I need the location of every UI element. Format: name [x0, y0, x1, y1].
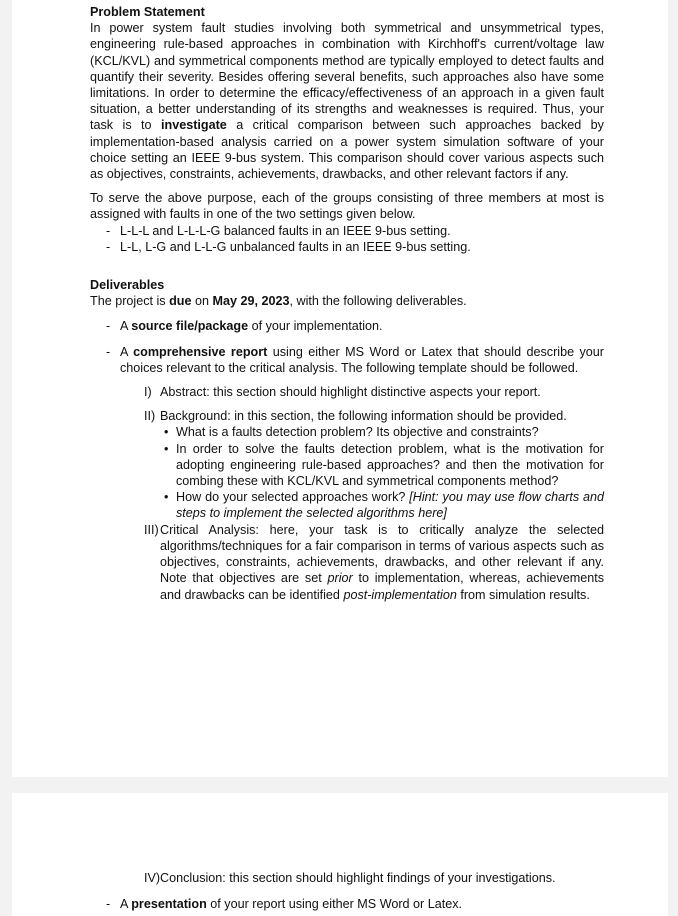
- section-abstract: [90, 384, 604, 400]
- page-1: [12, 0, 668, 777]
- intro-text-mid: on: [191, 294, 213, 309]
- section-critical-italic-1: prior: [327, 571, 353, 586]
- section-conclusion: [90, 870, 604, 886]
- section-critical-text-b: to implementation, whereas, achievements and drawbacks can be identified: [160, 571, 605, 602]
- problem-paragraph-2: To serve the above purpose, each of the groups consisting of three members at most is assigned with faults in one of the two settings given below.: [90, 191, 604, 222]
- section-critical-text-c: from simulation results.: [456, 587, 590, 602]
- report-template-list-continued: [90, 870, 604, 886]
- background-bullet-3-text: How do your selected approaches work?: [176, 490, 410, 505]
- section-critical-analysis: [90, 522, 604, 603]
- intro-due: due: [169, 294, 192, 309]
- deliverable-presentation-pre: A: [120, 897, 132, 912]
- deliverables-list-continued: [90, 896, 604, 912]
- deliverable-source: [90, 318, 604, 334]
- section-abstract-num: I): [144, 385, 152, 400]
- settings-item-balanced: - L-L-L and L-L-L-G balanced faults in an IEEE 9-bus setting.: [90, 223, 604, 239]
- background-bullet-3-hint: [Hint: you may use flow charts and steps to implement the selected algorithms here]: [176, 490, 604, 521]
- intro-text-a: The project is: [90, 294, 170, 309]
- intro-text-b: , with the following deliverables.: [289, 294, 467, 309]
- deliverable-source-post: of your implementation.: [248, 319, 383, 334]
- page-1-content: [90, 4, 604, 603]
- section-background-num: II): [144, 409, 156, 424]
- section-critical-num: III): [144, 522, 159, 537]
- section-critical-text-a: Critical Analysis: here, your task is to critically analyze the selected algorithms/techniques for a fair comparison in terms of various aspects such as objectives, constraints, achievements, drawbacks, and other relevant if any. Note that objectives are set: [160, 522, 604, 586]
- deliverable-report-bold: comprehensive report: [133, 344, 268, 359]
- background-bullets: [160, 424, 604, 521]
- deliverable-source-pre: A: [120, 319, 132, 334]
- deliverable-report-pre: A: [120, 344, 134, 359]
- deliverable-presentation-post: of your report using either MS Word or Latex.: [206, 897, 463, 912]
- deliverable-source-bold: source file/package: [131, 319, 249, 334]
- section-background-text: Background: in this section, the following information should be provided.: [160, 409, 567, 424]
- section-conclusion-text: Conclusion: this section should highlight findings of your investigations.: [160, 871, 556, 885]
- background-bullet-3: [160, 489, 604, 521]
- section-background: [90, 408, 604, 521]
- page-2: [12, 793, 668, 916]
- background-bullet-2: • In order to solve the faults detection problem, what is the motivation for adopting engineering rule-based approaches? and then the motivation for combing these with KCL/KVL and symmetrical components method?: [160, 441, 604, 490]
- deliverable-presentation: [90, 896, 604, 912]
- problem-heading: Problem Statement: [90, 5, 205, 19]
- problem-p1-text-a: In power system fault studies involving both symmetrical and unsymmetrical types, engineering rule-based approaches in combination with Kirchhoff's current/voltage law (KCL/KVL) and symmetrical components method are typically employed to detect faults and quantify their severity. Besides offering several benefits, such approaches also have some limitations. In order to determine the efficacy/effectiveness of an approach in a given fault situation, a better understanding of its strengths and weaknesses is required. Thus, your task is to: [90, 21, 604, 133]
- problem-paragraph-1: [90, 20, 604, 182]
- deliverables-intro: [90, 293, 604, 309]
- settings-item-unbalanced: - L-L, L-G and L-L-G unbalanced faults in an IEEE 9-bus setting.: [90, 239, 604, 255]
- problem-p1-bold: investigate: [161, 118, 227, 133]
- page-2-content: [90, 870, 604, 912]
- deliverable-report-post: using either MS Word or Latex that should describe your choices relevant to the critical analysis. The following template should be followed.: [120, 344, 605, 375]
- deliverable-presentation-bold: presentation: [131, 897, 207, 912]
- background-bullet-1: • What is a faults detection problem? Its objective and constraints?: [160, 424, 604, 440]
- report-template-list: [90, 384, 604, 603]
- deliverable-report: [90, 344, 604, 376]
- intro-date: May 29, 2023: [212, 294, 290, 309]
- deliverables-heading: Deliverables: [90, 278, 165, 293]
- problem-p1-text-b: a critical comparison between such approaches backed by implementation-based analysis carried on a power system simulation software of your choice setting an IEEE 9-bus system. This comparison should cover various aspects such as objectives, constraints, achievements, drawbacks, and other relevant factors if any.: [90, 118, 604, 182]
- settings-list: [90, 223, 604, 255]
- section-abstract-text: Abstract: this section should highlight distinctive aspects your report.: [160, 385, 541, 400]
- section-critical-italic-2: post-implementation: [343, 587, 457, 602]
- deliverables-list: [90, 318, 604, 376]
- section-conclusion-num: IV): [144, 871, 161, 885]
